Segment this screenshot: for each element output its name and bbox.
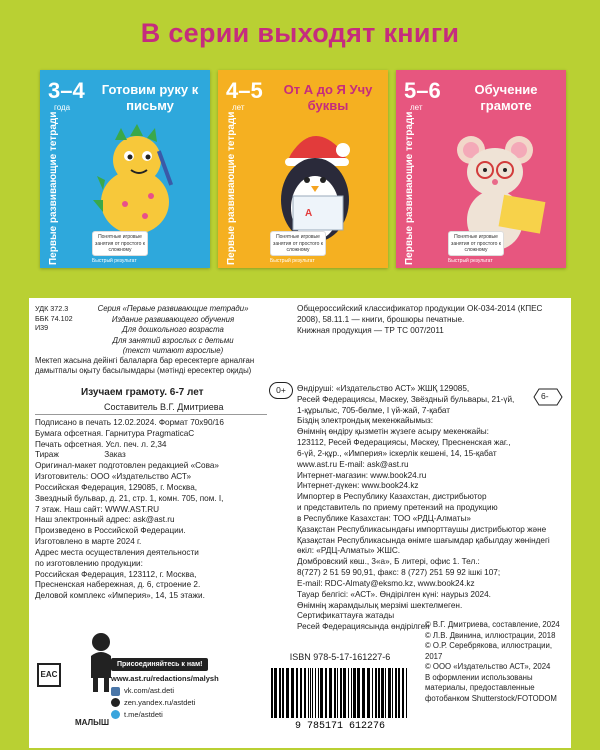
print-info-line: Изготовитель: ООО «Издательство АСТ»	[35, 472, 192, 482]
book-tag: Понятные игровые занятия от простого к сложному	[270, 231, 326, 256]
print-info-line: Печать офсетная. Усл. печ. л. 2,34	[35, 439, 167, 449]
print-info-line: Тираж Заказ	[35, 450, 126, 460]
author-code-line: И39	[35, 323, 49, 333]
print-info-line: Произведено в Российской Федерации.	[35, 526, 186, 536]
kz-info-line: Импортер в Республику Казахстан, дистрибьютор	[297, 492, 487, 502]
kz-info-line: в Республике Казахстан: ТОО «РДЦ-Алматы»	[297, 513, 471, 523]
series-line: Издание развивающего обучения	[111, 314, 235, 324]
print-info-line: Подписано в печать 12.02.2024. Формат 70х90/16	[35, 418, 224, 427]
compiler-line: Составитель В.Г. Дмитриева	[104, 402, 224, 412]
kz-info-line: 6-үй, 2-құр., «Империя» іскерлік кешені, 14, 15-қабат	[297, 448, 497, 458]
eac-mark: EAC	[37, 663, 61, 687]
print-info-line: Наш электронный адрес: ask@ast.ru	[35, 515, 175, 525]
book-name: Изучаем грамоту. 6-7 лет	[81, 387, 204, 398]
kz-info-line: 1-құрылыс, 705-бөлме, I үй-жай, 7-қабат	[297, 405, 450, 415]
social-link-zen[interactable]: zen.yandex.ru/astdeti	[111, 698, 259, 708]
zen-icon	[111, 698, 120, 707]
social-link-vk[interactable]: vk.com/ast.deti	[111, 686, 259, 696]
book-cover-2	[218, 70, 388, 268]
barcode	[265, 666, 415, 730]
book-cover-3	[396, 70, 566, 268]
book-title: От А до Я Учу буквы	[283, 82, 373, 113]
book-tag: Понятные игровые занятия от простого к сложному	[448, 231, 504, 256]
copyright-line: © ООО «Издательство АСТ», 2024	[425, 662, 551, 672]
copyright-line: © Л.В. Двинина, иллюстрации, 2018	[425, 630, 556, 640]
kz-info-line: Интернет-дүкен: www.book24.kz	[297, 481, 419, 491]
book-tag-result: Быстрый результат	[448, 258, 493, 264]
book-age-unit: лет	[410, 103, 423, 112]
print-info-line: 7 этаж. Наш сайт: WWW.AST.RU	[35, 504, 160, 514]
book-tag-result: Быстрый результат	[270, 258, 315, 264]
join-us-label: Присоединяйтесь к нам!	[111, 658, 208, 671]
print-info-line: Звездный бульвар, д. 21, стр. 1, комн. 705, пом. I,	[35, 493, 224, 503]
series-line: Для занятий взрослых с детьми	[112, 335, 234, 345]
copyright-line: © В.Г. Дмитриева, составление, 2024	[425, 620, 560, 629]
kz-info-line: Өндіруші: «Издательство АСТ» ЖШҚ 129085,	[297, 384, 470, 393]
kazakh-info-block	[297, 384, 565, 633]
isbn-text: ISBN 978-5-17-161227-6	[289, 652, 391, 662]
print-info-line: по изготовлению продукции:	[35, 558, 143, 568]
udk-block	[35, 304, 81, 333]
classifier-line: Общероссийский классификатор продукции ОК-034-2014 (КПЕС 2008), 58.11.1 — книги, брошюры печатные.	[297, 304, 543, 324]
kz-info-line: Қазақстан Республикасында өнімге шағымдар қабылдау жөніндегі	[297, 535, 550, 545]
kz-info-line: E-mail: RDC-Almaty@eksmo.kz, www.book24.kz	[297, 578, 475, 588]
isbn-block	[265, 652, 415, 730]
classifier-line: Книжная продукция — ТР ТС 007/2011	[297, 325, 444, 335]
kz-info-line: Біздің электрондық мекенжайымыз:	[297, 416, 434, 426]
book-spine: Первые развивающие тетради	[48, 111, 59, 265]
series-line: Для дошкольного возраста	[122, 325, 224, 335]
kz-info-line: 123112, Ресей Федерациясы, Мәскеу, Пресненская жаг.,	[297, 438, 511, 448]
book-age: 3–4	[48, 78, 85, 103]
kz-info-line: өкіл: «РДЦ-Алматы» ЖШС.	[297, 546, 401, 556]
book-spine: Первые развивающие тетради	[226, 111, 237, 265]
book-title: Обучение грамоте	[474, 82, 538, 113]
kz-info-line: Тауар белгісі: «АСТ». Өндірілген күні: наурыз 2024.	[297, 589, 491, 599]
kazakh-note: Мектеп жасына дейінгі балаларға бар ересектерге арналған дамытпалы оқыту басылымдары (мәтінді ересектер оқиды)	[35, 356, 255, 376]
divider	[35, 414, 267, 415]
print-info-line: Оригинал-макет подготовлен редакцией «Сова»	[35, 461, 219, 471]
malysh-logo-text: МАЛЫШ	[75, 718, 110, 727]
kz-info-line: Сертификаттауға жатады	[297, 611, 395, 621]
page-title: В серии выходят книги	[140, 18, 460, 48]
book-spine: Первые развивающие тетради	[404, 111, 415, 265]
print-info-block	[35, 418, 269, 602]
vk-icon	[111, 687, 120, 696]
kz-info-line: Ресей Федерациясы, Мәскеу, Звёздный бульвары, 21-үй,	[297, 394, 515, 404]
print-info-line: Бумага офсетная. Гарнитура PragmaticaC	[35, 428, 195, 438]
series-line: Серия «Первые развивающие тетради»	[97, 304, 249, 313]
series-line: (текст читают взрослые)	[122, 346, 224, 356]
telegram-icon	[111, 710, 120, 719]
print-info-line: Пресненская набережная, д. 6, строение 2.	[35, 580, 201, 590]
book-age: 5–6	[404, 78, 441, 103]
book-age-unit: года	[54, 103, 71, 112]
kz-info-line: Өнімнің өндіру қызметін жүзеге асыру мекенжайы:	[297, 427, 489, 437]
book-cover-1	[40, 70, 210, 268]
site-link[interactable]: www.ast.ru/redactions/malysh	[111, 674, 219, 684]
kz-info-line: 8(727) 2 51 59 90,91, факс: 8 (727) 251 59 92 ішкі 107;	[297, 568, 501, 578]
classifier-block	[297, 304, 565, 336]
age-rating-badge-text: 6-	[541, 391, 549, 401]
social-block	[89, 658, 259, 720]
print-info-line: Российская Федерация, 129085, г. Москва,	[35, 482, 198, 492]
kz-info-line: и представитель по приему претензий на продукцию	[297, 503, 498, 513]
copyright-line: В оформлении использованы материалы, предоставленные фотобанком Shutterstock/FOTODOM	[425, 672, 557, 703]
book-age: 4–5	[226, 78, 263, 103]
kz-info-line: Өнімнің жарамдылық мерзімі шектелмеген.	[297, 600, 463, 610]
print-info-line: Адрес места осуществления деятельности	[35, 547, 199, 557]
print-info-line: Российская Федерация, 123112, г. Москва,	[35, 569, 197, 579]
kz-info-line: Домбровский көш., 3«а», Б литері, офис 1. Тел.:	[297, 557, 480, 567]
book-tag-result: Быстрый результат	[92, 258, 137, 264]
udk-line: УДК 372.3	[35, 304, 69, 313]
copyright-block	[425, 620, 569, 704]
kz-info-line: Қазақстан Республикасындағы импорттаушы дистрибьютор және	[297, 524, 547, 534]
imprint-block	[29, 298, 571, 748]
book-tag: Понятные игровые занятия от простого к сложному	[92, 231, 148, 256]
print-info-line: Деловой комплекс «Империя», 14, 15 этажи.	[35, 591, 205, 601]
kz-info-line: Ресей Федерациясында өндірілген	[297, 622, 430, 632]
age-rating-badge: 0+	[269, 382, 293, 399]
copyright-line: © О.Р. Серебрякова, иллюстрации, 2017	[425, 641, 553, 661]
book-age-unit: лет	[232, 103, 245, 112]
dinosaur-illustration	[75, 120, 195, 240]
barcode-digits: 9 785171 612276	[294, 720, 386, 730]
bbk-line: ББК 74.102	[35, 313, 73, 323]
social-link-telegram[interactable]: t.me/astdeti	[111, 710, 259, 720]
kz-info-line: Интернет-магазин: www.book24.ru	[297, 470, 427, 480]
print-info-line: Изготовлено в марте 2024 г.	[35, 537, 142, 547]
series-block	[85, 304, 261, 357]
svg-text:А: А	[305, 208, 313, 219]
book-title: Готовим руку к письму	[101, 82, 199, 113]
kz-info-line: www.ast.ru E-mail: ask@ast.ru	[297, 459, 409, 469]
